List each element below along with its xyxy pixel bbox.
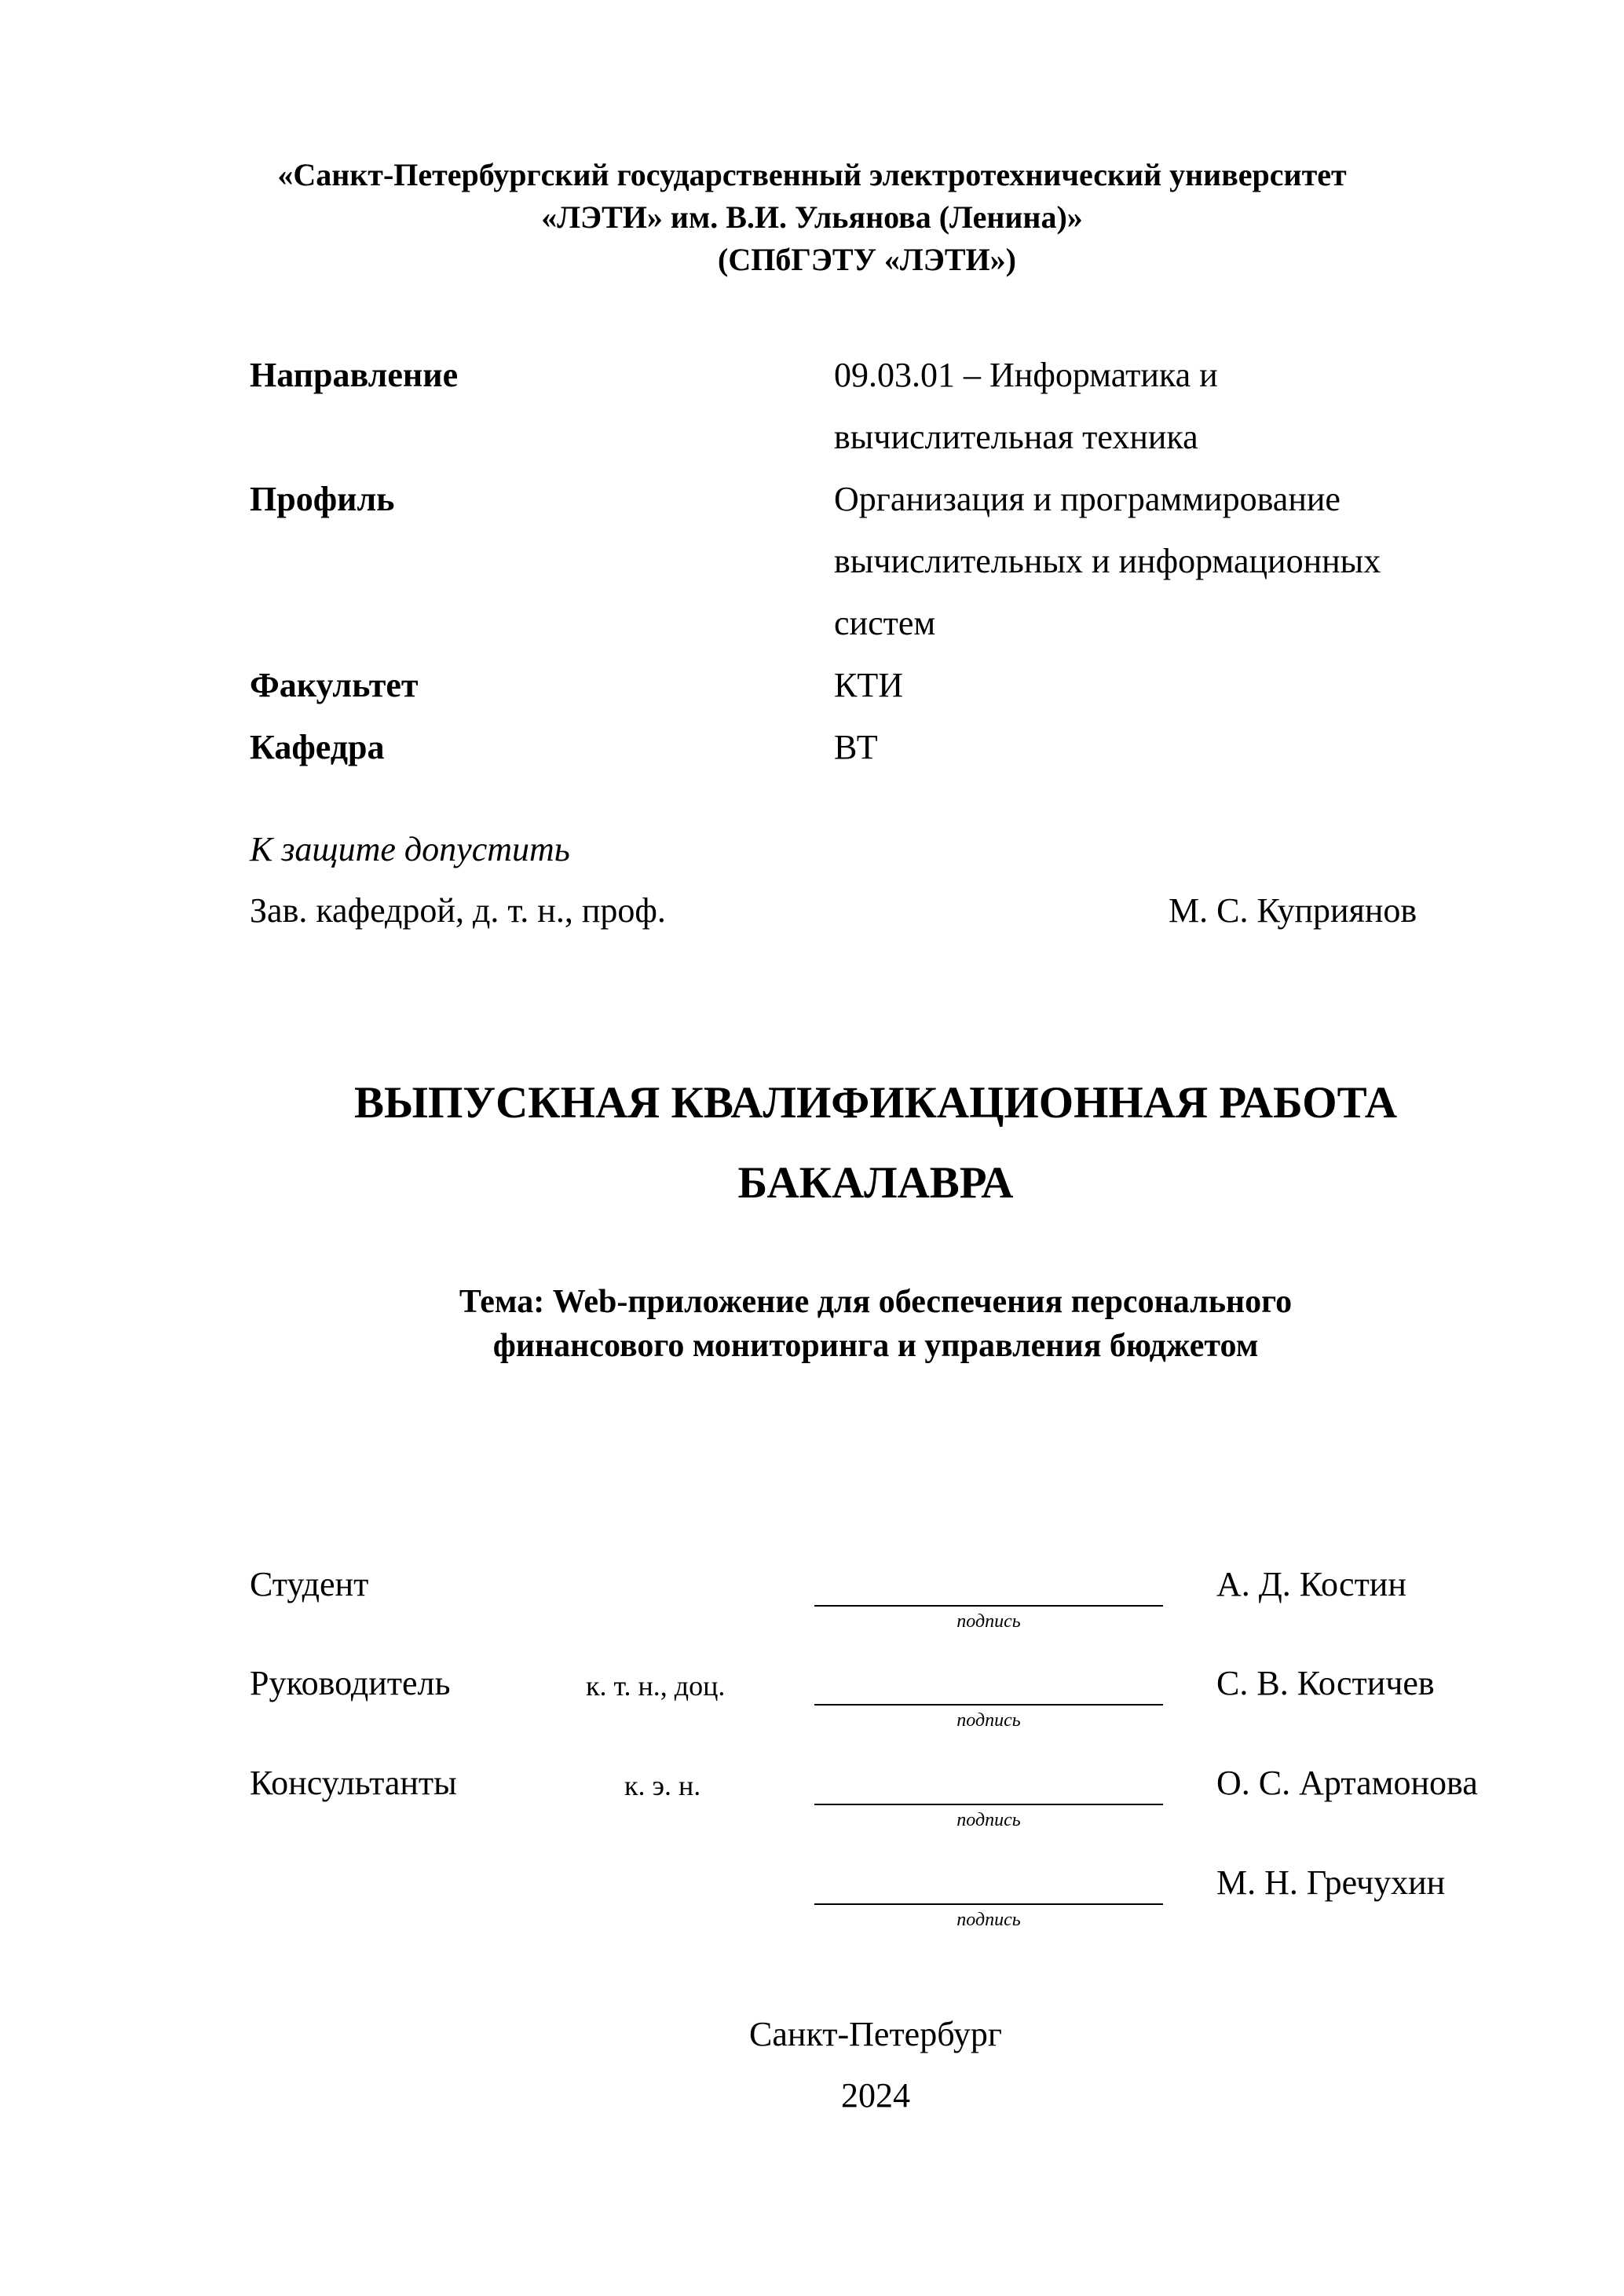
city: Санкт-Петербург [749,2015,1002,2053]
department-value: ВТ [834,728,878,766]
work-title-line1: ВЫПУСКНАЯ КВАЛИФИКАЦИОННАЯ РАБОТА [353,1078,1397,1128]
university-abbreviation: (СПбГЭТУ «ЛЭТИ») [718,242,1016,277]
signature-role: Руководитель [250,1664,451,1702]
faculty-label: Факультет [250,666,419,704]
signature-caption: подпись [956,1910,1021,1930]
year: 2024 [841,2076,910,2115]
head-of-department-label: Зав. кафедрой, д. т. н., проф. [250,891,666,930]
signature-role: Консультанты [250,1764,457,1802]
faculty-value: КТИ [834,666,903,704]
signatory-name: А. Д. Костин [1216,1565,1406,1603]
signatory-name: О. С. Артамонова [1216,1764,1478,1802]
direction-label: Направление [250,356,459,394]
signature-caption: подпись [956,1710,1021,1731]
signature-line [814,1804,1163,1805]
direction-value-line2: вычислительная техника [834,418,1198,456]
university-name-line2: «ЛЭТИ» им. В.И. Ульянова (Ленина)» [541,199,1083,235]
signature-caption: подпись [956,1810,1021,1830]
direction-value-line1: 09.03.01 – Информатика и [834,356,1218,394]
topic-line1: Тема: Web-приложение для обеспечения персонального [459,1284,1293,1320]
signatory-name: С. В. Костичев [1216,1664,1435,1702]
work-title-line2: БАКАЛАВРА [737,1158,1014,1208]
signature-role: Студент [250,1565,369,1603]
profile-value-line3: систем [834,604,936,642]
signature-caption: подпись [956,1611,1021,1632]
head-of-department-name: М. С. Куприянов [1169,891,1417,930]
signature-line [814,1704,1163,1706]
profile-value-line2: вычислительных и информационных [834,542,1381,580]
signatory-name: М. Н. Гречухин [1216,1863,1446,1902]
signature-line [814,1605,1163,1607]
signature-degree: к. э. н. [624,1770,701,1801]
profile-label: Профиль [250,480,395,518]
profile-value-line1: Организация и программирование [834,480,1341,518]
signature-degree: к. т. н., доц. [586,1670,726,1702]
signature-line [814,1903,1163,1905]
approval-title: К защите допустить [250,830,570,868]
department-label: Кафедра [250,728,385,766]
university-name-line1: «Санкт-Петербургский государственный электротехнический университет [277,157,1347,192]
topic-line2: финансового мониторинга и управления бюджетом [492,1328,1259,1364]
